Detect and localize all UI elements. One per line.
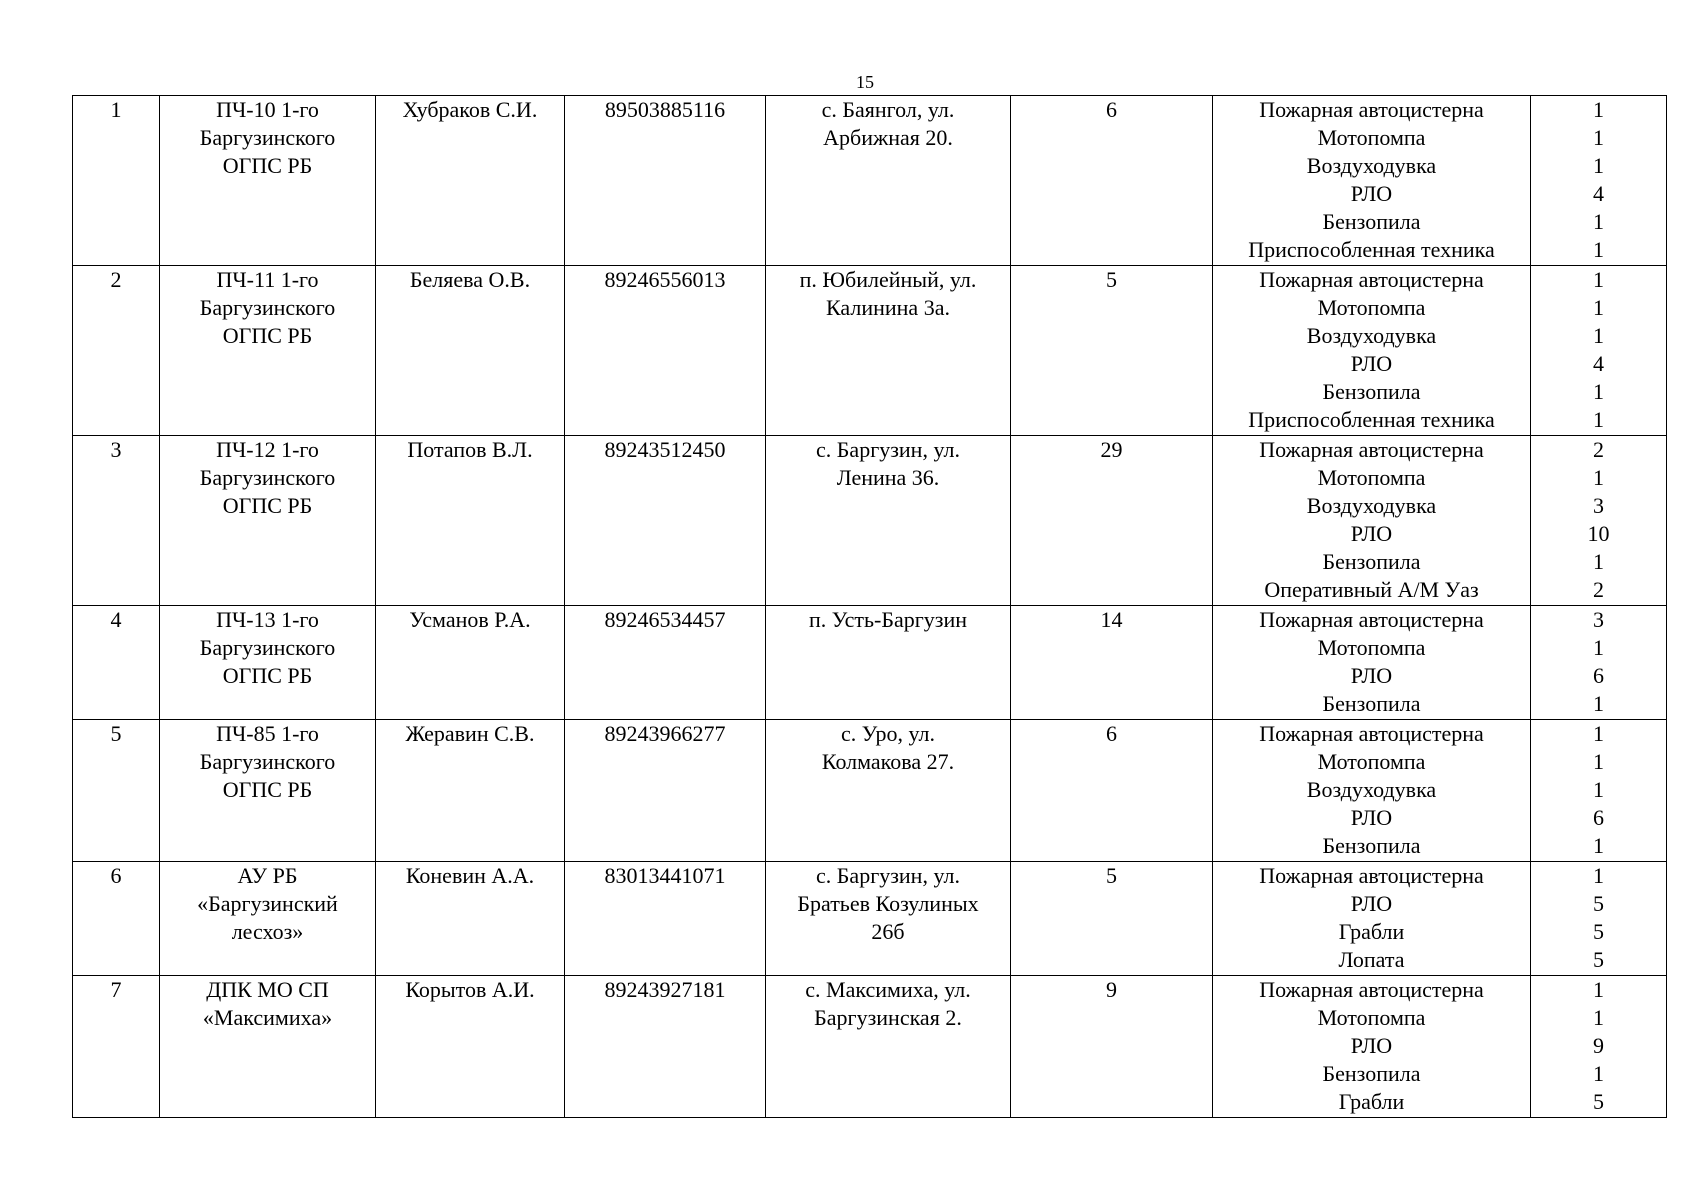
address-cell	[766, 720, 1011, 862]
equipment-qty: 1	[1593, 691, 1604, 716]
unit-cell	[160, 976, 376, 1118]
equipment-qty: 1	[1593, 549, 1604, 574]
unit-line: ДПК МО СП	[206, 977, 329, 1002]
unit-cell	[160, 436, 376, 606]
equipment-qty: 1	[1593, 379, 1604, 404]
staff-cell	[1011, 606, 1213, 720]
equipment-cell	[1213, 720, 1531, 862]
equipment-name: РЛО	[1350, 663, 1393, 688]
unit-line: Баргузинского	[199, 465, 336, 490]
equipment-name: Воздуходувка	[1306, 323, 1437, 348]
equipment-name: Воздуходувка	[1306, 153, 1437, 178]
equipment-name: Бензопила	[1322, 1061, 1421, 1086]
person-cell	[376, 606, 565, 720]
address-cell	[766, 266, 1011, 436]
equipment-name: Мотопомпа	[1317, 1005, 1426, 1030]
equipment-cell	[1213, 436, 1531, 606]
unit-line: ПЧ-85 1-го	[216, 721, 319, 746]
unit-cell	[160, 266, 376, 436]
equipment-name: Бензопила	[1322, 549, 1421, 574]
staff-cell	[1011, 96, 1213, 266]
address-line: Колмакова 27.	[821, 749, 955, 774]
equipment-name: РЛО	[1350, 351, 1393, 376]
equipment-name: Приспособленная техника	[1248, 407, 1495, 432]
equipment-name: Мотопомпа	[1317, 465, 1426, 490]
unit-line: ОГПС РБ	[222, 777, 313, 802]
unit-line: «Максимиха»	[202, 1005, 333, 1030]
equipment-name: РЛО	[1350, 805, 1393, 830]
unit-line: ПЧ-12 1-го	[216, 437, 319, 462]
row-number: 3	[110, 437, 122, 462]
phone-number: 89243927181	[604, 977, 726, 1002]
row-number-cell	[73, 606, 160, 720]
equipment-cell	[1213, 96, 1531, 266]
person-name: Хубраков С.И.	[402, 97, 538, 122]
table-row	[73, 862, 1667, 976]
staff-cell	[1011, 862, 1213, 976]
unit-line: ОГПС РБ	[222, 153, 313, 178]
person-cell	[376, 720, 565, 862]
equipment-name: Воздуходувка	[1306, 493, 1437, 518]
equipment-qty: 1	[1593, 777, 1604, 802]
row-number: 6	[110, 863, 122, 888]
row-number-cell	[73, 720, 160, 862]
phone-number: 89503885116	[604, 97, 726, 122]
equipment-cell	[1213, 862, 1531, 976]
table-row	[73, 436, 1667, 606]
equipment-qty: 1	[1593, 407, 1604, 432]
person-name: Потапов В.Л.	[407, 437, 533, 462]
equipment-name: РЛО	[1350, 891, 1393, 916]
address-line: Братьев Козулиных	[797, 891, 979, 916]
row-number-cell	[73, 436, 160, 606]
row-number: 4	[110, 607, 122, 632]
resources-table	[72, 95, 1667, 1118]
address-cell	[766, 976, 1011, 1118]
equipment-name: Бензопила	[1322, 209, 1421, 234]
person-name: Коневин А.А.	[405, 863, 535, 888]
person-cell	[376, 862, 565, 976]
unit-line: Баргузинского	[199, 125, 336, 150]
phone-cell	[565, 436, 766, 606]
equipment-qty: 9	[1593, 1033, 1604, 1058]
equipment-qty: 1	[1593, 1061, 1604, 1086]
equipment-cell	[1213, 606, 1531, 720]
unit-line: ОГПС РБ	[222, 663, 313, 688]
person-name: Корытов А.И.	[405, 977, 535, 1002]
equipment-qty: 4	[1593, 181, 1604, 206]
equipment-qty: 1	[1593, 721, 1604, 746]
equipment-name: Бензопила	[1322, 379, 1421, 404]
equipment-qty: 1	[1593, 295, 1604, 320]
address-line: п. Усть-Баргузин	[808, 607, 968, 632]
equipment-name: Пожарная автоцистерна	[1259, 437, 1484, 462]
person-cell	[376, 266, 565, 436]
address-line: Баргузинская 2.	[814, 1005, 962, 1030]
unit-line: лесхоз»	[231, 919, 304, 944]
equipment-qty: 2	[1593, 437, 1604, 462]
quantity-cell	[1531, 266, 1667, 436]
equipment-cell	[1213, 266, 1531, 436]
row-number-cell	[73, 976, 160, 1118]
equipment-name: Воздуходувка	[1306, 777, 1437, 802]
equipment-qty: 1	[1593, 153, 1604, 178]
phone-cell	[565, 606, 766, 720]
equipment-qty: 1	[1593, 323, 1604, 348]
equipment-name: Пожарная автоцистерна	[1259, 607, 1484, 632]
unit-line: Баргузинского	[199, 749, 336, 774]
person-cell	[376, 96, 565, 266]
equipment-qty: 1	[1593, 1005, 1604, 1030]
person-name: Жеравин С.В.	[405, 721, 535, 746]
staff-count: 6	[1106, 97, 1117, 122]
staff-count: 5	[1106, 863, 1117, 888]
person-name: Беляева О.В.	[409, 267, 531, 292]
equipment-name: Мотопомпа	[1317, 749, 1426, 774]
address-line: с. Максимиха, ул.	[805, 977, 971, 1002]
row-number: 7	[110, 977, 122, 1002]
equipment-qty: 1	[1593, 237, 1604, 262]
unit-line: Баргузинского	[199, 295, 336, 320]
equipment-name: Мотопомпа	[1317, 635, 1426, 660]
staff-cell	[1011, 266, 1213, 436]
equipment-qty: 5	[1593, 891, 1604, 916]
quantity-cell	[1531, 96, 1667, 266]
phone-number: 89243512450	[604, 437, 726, 462]
phone-cell	[565, 720, 766, 862]
equipment-name: РЛО	[1350, 181, 1393, 206]
equipment-name: Оперативный А/М Уаз	[1264, 577, 1479, 602]
staff-count: 9	[1106, 977, 1117, 1002]
equipment-name: Лопата	[1338, 947, 1405, 972]
page-number: 15	[856, 72, 874, 92]
phone-cell	[565, 862, 766, 976]
unit-line: ОГПС РБ	[222, 493, 313, 518]
phone-number: 89246556013	[604, 267, 726, 292]
equipment-name: Пожарная автоцистерна	[1259, 863, 1484, 888]
unit-line: ОГПС РБ	[222, 323, 313, 348]
phone-cell	[565, 976, 766, 1118]
equipment-qty: 1	[1593, 125, 1604, 150]
phone-number: 89246534457	[604, 607, 726, 632]
equipment-name: Бензопила	[1322, 691, 1421, 716]
unit-cell	[160, 606, 376, 720]
equipment-qty: 1	[1593, 977, 1604, 1002]
unit-line: ПЧ-11 1-го	[216, 267, 319, 292]
person-cell	[376, 436, 565, 606]
table-row	[73, 96, 1667, 266]
equipment-qty: 6	[1593, 805, 1604, 830]
staff-cell	[1011, 436, 1213, 606]
address-line: с. Уро, ул.	[841, 721, 935, 746]
equipment-name: Приспособленная техника	[1248, 237, 1495, 262]
equipment-qty: 5	[1593, 947, 1604, 972]
equipment-name: Пожарная автоцистерна	[1259, 721, 1484, 746]
unit-cell	[160, 96, 376, 266]
equipment-qty: 1	[1593, 97, 1604, 122]
equipment-qty: 1	[1593, 465, 1604, 490]
address-line: Арбижная 20.	[823, 125, 953, 150]
equipment-qty: 3	[1593, 607, 1604, 632]
phone-number: 83013441071	[604, 863, 726, 888]
quantity-cell	[1531, 606, 1667, 720]
equipment-name: РЛО	[1350, 1033, 1393, 1058]
equipment-qty: 1	[1593, 267, 1604, 292]
equipment-qty: 5	[1593, 1089, 1604, 1114]
unit-line: ПЧ-10 1-го	[216, 97, 319, 122]
unit-cell	[160, 862, 376, 976]
quantity-cell	[1531, 862, 1667, 976]
person-cell	[376, 976, 565, 1118]
row-number-cell	[73, 96, 160, 266]
phone-cell	[565, 266, 766, 436]
row-number-cell	[73, 266, 160, 436]
row-number: 2	[110, 267, 122, 292]
staff-count: 29	[1100, 437, 1123, 462]
equipment-qty: 4	[1593, 351, 1604, 376]
address-line: с. Баянгол, ул.	[821, 97, 955, 122]
address-line: 26б	[871, 919, 905, 944]
equipment-qty: 1	[1593, 209, 1604, 234]
unit-cell	[160, 720, 376, 862]
equipment-name: Мотопомпа	[1317, 295, 1426, 320]
equipment-name: Пожарная автоцистерна	[1259, 977, 1484, 1002]
equipment-qty: 10	[1587, 521, 1610, 546]
equipment-qty: 1	[1593, 749, 1604, 774]
equipment-name: Мотопомпа	[1317, 125, 1426, 150]
staff-cell	[1011, 976, 1213, 1118]
phone-cell	[565, 96, 766, 266]
unit-line: Баргузинского	[199, 635, 336, 660]
equipment-qty: 1	[1593, 863, 1604, 888]
address-line: п. Юбилейный, ул.	[799, 267, 977, 292]
unit-line: «Баргузинский	[197, 891, 338, 916]
equipment-name: Грабли	[1338, 919, 1405, 944]
address-line: Ленина 36.	[836, 465, 940, 490]
staff-count: 5	[1106, 267, 1117, 292]
table-row	[73, 606, 1667, 720]
equipment-qty: 1	[1593, 635, 1604, 660]
equipment-name: Пожарная автоцистерна	[1259, 97, 1484, 122]
equipment-qty: 1	[1593, 833, 1604, 858]
quantity-cell	[1531, 976, 1667, 1118]
quantity-cell	[1531, 720, 1667, 862]
row-number-cell	[73, 862, 160, 976]
address-cell	[766, 862, 1011, 976]
staff-cell	[1011, 720, 1213, 862]
table-row	[73, 720, 1667, 862]
phone-number: 89243966277	[604, 721, 726, 746]
equipment-qty: 2	[1593, 577, 1604, 602]
address-cell	[766, 606, 1011, 720]
equipment-cell	[1213, 976, 1531, 1118]
equipment-qty: 5	[1593, 919, 1604, 944]
table-row	[73, 266, 1667, 436]
row-number: 5	[110, 721, 122, 746]
staff-count: 14	[1100, 607, 1123, 632]
address-cell	[766, 436, 1011, 606]
equipment-name: Грабли	[1338, 1089, 1405, 1114]
quantity-cell	[1531, 436, 1667, 606]
address-line: с. Баргузин, ул.	[816, 437, 960, 462]
equipment-qty: 3	[1593, 493, 1604, 518]
table-row	[73, 976, 1667, 1118]
unit-line: АУ РБ	[237, 863, 298, 888]
address-line: Калинина 3а.	[826, 295, 950, 320]
table-body	[73, 96, 1667, 1118]
staff-count: 6	[1106, 721, 1117, 746]
address-line: с. Баргузин, ул.	[816, 863, 960, 888]
unit-line: ПЧ-13 1-го	[216, 607, 319, 632]
equipment-name: Бензопила	[1322, 833, 1421, 858]
equipment-name: Пожарная автоцистерна	[1259, 267, 1484, 292]
equipment-name: РЛО	[1350, 521, 1393, 546]
address-cell	[766, 96, 1011, 266]
row-number: 1	[110, 97, 122, 122]
person-name: Усманов Р.А.	[409, 607, 531, 632]
equipment-qty: 6	[1593, 663, 1604, 688]
